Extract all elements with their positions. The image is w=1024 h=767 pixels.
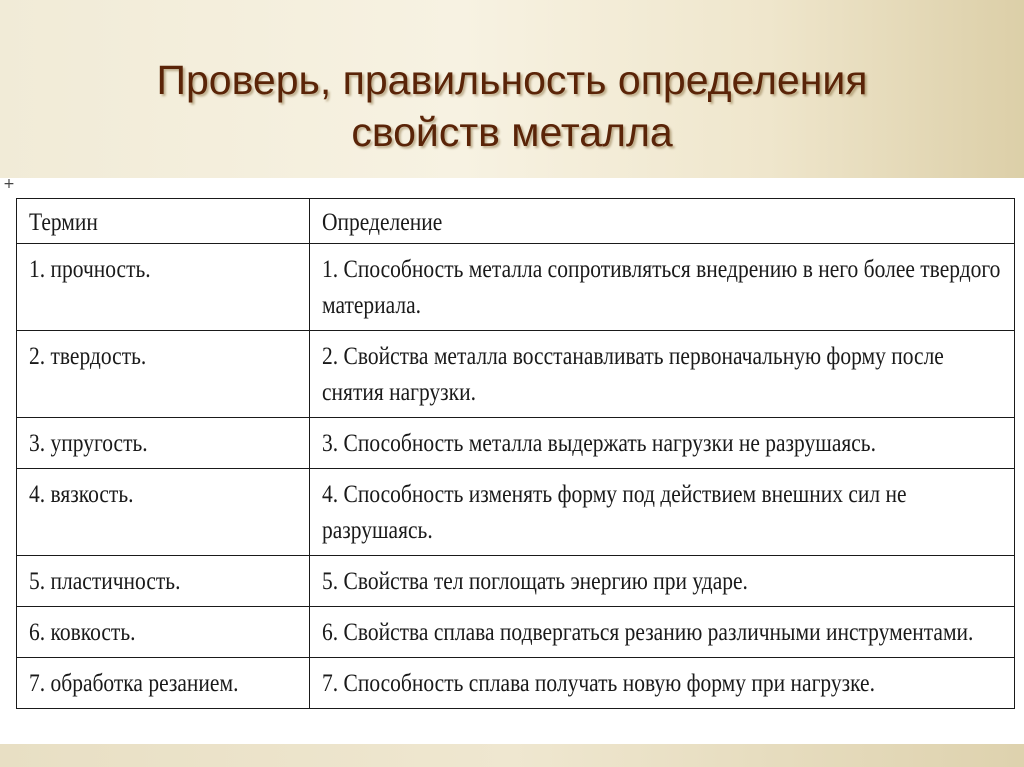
term-cell [17, 331, 310, 418]
definition-text: 6. Свойства сплава подвергаться резанию различными инструментами. [322, 619, 974, 646]
term-text: 6. ковкость. [29, 619, 136, 646]
term-cell [17, 658, 310, 709]
column-header-definition-label: Определение [322, 209, 443, 236]
term-cell [17, 469, 310, 556]
slide-title-line-2: свойств металла [351, 109, 673, 155]
definition-text: 7. Способность сплава получать новую форму при нагрузке. [322, 670, 875, 697]
term-text: 7. обработка резанием. [29, 670, 239, 697]
term-cell [17, 607, 310, 658]
table-row [17, 331, 1015, 418]
column-header-term [17, 199, 310, 244]
definition-cell [310, 331, 1015, 418]
properties-table-container [16, 198, 1014, 709]
footer-band [0, 744, 1024, 767]
definition-cell [310, 418, 1015, 469]
definition-cell [310, 607, 1015, 658]
definition-cell [310, 244, 1015, 331]
table-row [17, 418, 1015, 469]
slide-title-line-1: Проверь, правильность определения [156, 57, 868, 103]
column-header-term-label: Термин [29, 209, 98, 236]
column-header-definition [310, 199, 1015, 244]
table-row [17, 658, 1015, 709]
table-row [17, 607, 1015, 658]
properties-table [16, 198, 1015, 709]
term-text: 3. упругость. [29, 430, 148, 457]
move-cross-icon[interactable]: + [3, 176, 15, 192]
term-text: 4. вязкость. [29, 481, 134, 508]
slide-title [0, 54, 1024, 158]
term-text: 1. прочность. [29, 256, 151, 283]
term-cell [17, 244, 310, 331]
definition-text: 5. Свойства тел поглощать энергию при ударе. [322, 568, 748, 595]
definition-text: 2. Свойства металла восстанавливать первоначальную форму после снятия нагрузки. [322, 343, 944, 406]
definition-cell [310, 658, 1015, 709]
term-cell [17, 556, 310, 607]
definition-text: 1. Способность металла сопротивляться внедрению в него более твердого материала. [322, 256, 1001, 319]
term-text: 5. пластичность. [29, 568, 181, 595]
table-row [17, 556, 1015, 607]
term-text: 2. твердость. [29, 343, 147, 370]
definition-cell [310, 556, 1015, 607]
table-row [17, 244, 1015, 331]
term-cell [17, 418, 310, 469]
definition-cell [310, 469, 1015, 556]
definition-text: 3. Способность металла выдержать нагрузки не разрушаясь. [322, 430, 876, 457]
definition-text: 4. Способность изменять форму под действием внешних сил не разрушаясь. [322, 481, 907, 544]
table-header-row [17, 199, 1015, 244]
table-row [17, 469, 1015, 556]
